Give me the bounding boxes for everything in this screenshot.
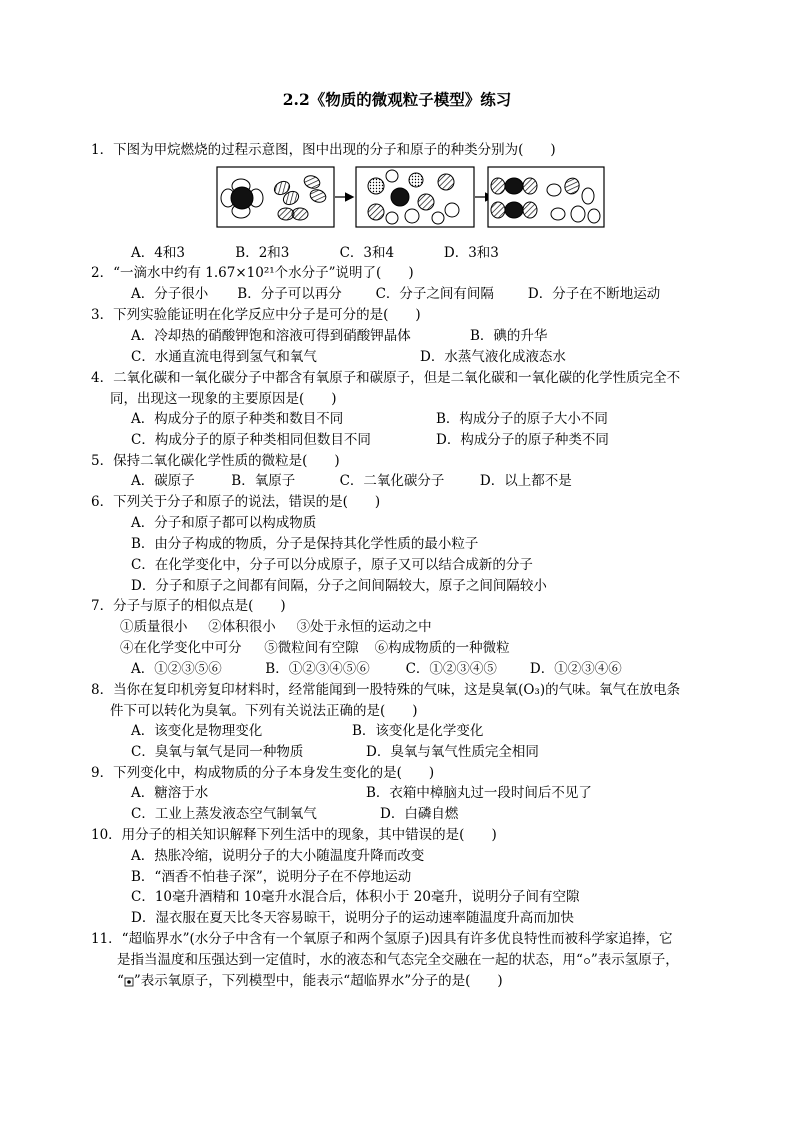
q1-option-c[interactable]: C．3和4 [339, 245, 395, 261]
products-box [488, 167, 604, 227]
q7-items-row-1 [120, 617, 432, 637]
q5-option-b[interactable]: B．氧原子 [231, 473, 296, 489]
q4-option-b[interactable]: B．构成分子的原子大小不同 [436, 411, 608, 427]
question-2-stem: 2．“一滴水中约有 1.67×10²¹个水分子”说明了( ) [91, 265, 414, 281]
q6-option-b[interactable]: B．由分子构成的物质，分子是保持其化学性质的最小粒子 [131, 536, 479, 552]
reactants-box [217, 167, 334, 227]
q3-option-c[interactable]: C．水通直流电得到氢气和氧气 [131, 349, 317, 365]
question-11-stem: 11．“超临界水”(水分子中含有一个氧原子和两个氢原子)因具有许多优良特性而被科学家追捧，它 [91, 931, 673, 947]
question-6-stem: 6．下列关于分子和原子的说法，错误的是( ) [91, 494, 381, 510]
question-11-stem-line-3 [117, 971, 503, 991]
question-2-options [131, 284, 660, 304]
q6-option-a[interactable]: A．分子和原子都可以构成物质 [131, 515, 317, 531]
q7-item-3: ③处于永恒的运动之中 [296, 619, 432, 635]
question-11-stem-line-2 [117, 950, 679, 970]
q3-option-b[interactable]: B．碘的升华 [470, 328, 548, 344]
question-5-stem: 5．保持二氧化碳化学性质的微粒是( ) [91, 453, 340, 469]
q6-option-d[interactable]: D．分子和原子之间都有间隔，分子之间间隔较大，原子之间间隔较小 [131, 578, 547, 594]
q7-item-5: ⑤微粒间有空隙 [264, 640, 359, 656]
intermediate-box [356, 167, 474, 227]
question-8-stem: 8．当你在复印机旁复印材料时，经常能闻到一股特殊的气味，这是臭氧(O₃)的气味。氧气在放电条 [91, 682, 681, 698]
q7-items-row-2 [120, 638, 510, 658]
q10-option-d[interactable]: D．湿衣服在夏天比冬天容易晾干，说明分子的运动速率随温度升高而加快 [131, 910, 574, 926]
q2-option-d[interactable]: D．分子在不断地运动 [527, 286, 661, 302]
q10-option-b[interactable]: B．“酒香不怕巷子深”，说明分子在不停地运动 [131, 869, 412, 885]
q3-option-d[interactable]: D．水蒸气液化成液态水 [420, 349, 566, 365]
methane-combustion-diagram [216, 166, 606, 230]
question-10-stem: 10．用分子的相关知识解释下列生活中的现象，其中错误的是( ) [91, 827, 497, 843]
q3-option-a[interactable]: A．冷却热的硝酸钾饱和溶液可得到硝酸钾晶体 [131, 328, 411, 344]
q5-option-d[interactable]: D．以上都不是 [479, 473, 572, 489]
q7-item-1: ①质量很小 [120, 619, 188, 635]
q1-option-b[interactable]: B．2和3 [235, 245, 290, 261]
q11-line3-part-b: ”表示氧原子，下列模型中，能表示“超临界水”分子的是( ) [133, 973, 503, 989]
q4-option-a[interactable]: A．构成分子的原子种类和数目不同 [131, 411, 344, 427]
oxygen-atom-icon [124, 977, 134, 987]
q11-line2-part-b: ”表示氢原子， [590, 952, 679, 968]
q2-option-a[interactable]: A．分子很小 [131, 286, 209, 302]
q5-option-a[interactable]: A．碳原子 [131, 473, 195, 489]
q2-option-c[interactable]: C．分子之间有间隔 [375, 286, 494, 302]
q9-option-b[interactable]: B．衣箱中樟脑丸过一段时间后不见了 [366, 785, 592, 801]
question-9-stem: 9．下列变化中，构成物质的分子本身发生变化的是( ) [91, 765, 435, 781]
q7-item-6: ⑥构成物质的一种微粒 [374, 640, 510, 656]
hydrogen-atom-icon [583, 957, 591, 965]
question-1-options [131, 243, 499, 263]
q10-option-a[interactable]: A．热胀冷缩，说明分子的大小随温度升降而改变 [131, 848, 425, 864]
question-7-options [131, 659, 622, 679]
q8-option-a[interactable]: A．该变化是物理变化 [131, 723, 263, 739]
q9-option-c[interactable]: C．工业上蒸发液态空气制氧气 [131, 806, 317, 822]
q11-line3-part-a: “ [117, 973, 124, 989]
q1-option-a[interactable]: A．4和3 [131, 245, 185, 261]
q1-option-d[interactable]: D．3和3 [443, 245, 499, 261]
q5-option-c[interactable]: C．二氧化碳分子 [339, 473, 445, 489]
page-title: 2.2《物质的微观粒子模型》练习 [282, 90, 512, 109]
q7-option-a[interactable]: A．①②③⑤⑥ [131, 661, 222, 677]
q7-option-c[interactable]: C．①②③④⑤ [405, 661, 497, 677]
q9-option-a[interactable]: A．糖溶于水 [131, 785, 209, 801]
q11-line2-part-a: 是指当温度和压强达到一定值时，水的液态和气态完全交融在一起的状态，用“ [117, 952, 583, 968]
q7-item-4: ④在化学变化中可分 [120, 640, 242, 656]
q8-option-c[interactable]: C．臭氧与氧气是同一种物质 [131, 744, 304, 760]
q2-option-b[interactable]: B．分子可以再分 [237, 286, 342, 302]
q7-item-2: ②体积很小 [208, 619, 276, 635]
q10-option-c[interactable]: C．10毫升酒精和 10毫升水混合后，体积小于 20毫升，说明分子间有空隙 [131, 889, 580, 905]
q9-option-d[interactable]: D．白磷自燃 [380, 806, 459, 822]
question-5-options [131, 471, 572, 491]
q8-option-d[interactable]: D．臭氧与氧气性质完全相同 [366, 744, 539, 760]
q4-option-c[interactable]: C．构成分子的原子种类相同但数目不同 [131, 432, 371, 448]
question-8-stem-cont: 件下可以转化为臭氧。下列有关说法正确的是( ) [110, 703, 418, 719]
q8-option-b[interactable]: B．该变化是化学变化 [352, 723, 484, 739]
q4-option-d[interactable]: D．构成分子的原子种类不同 [436, 432, 609, 448]
question-4-stem: 4．二氧化碳和一氧化碳分子中都含有氧原子和碳原子，但是二氧化碳和一氧化碳的化学性质完全不 [91, 370, 681, 386]
q7-option-d[interactable]: D．①②③④⑥ [529, 661, 622, 677]
question-3-stem: 3．下列实验能证明在化学反应中分子是可分的是( ) [91, 307, 421, 323]
question-1-stem: 1．下图为甲烷燃烧的过程示意图，图中出现的分子和原子的种类分别为( ) [91, 142, 556, 158]
question-4-stem-cont: 同，出现这一现象的主要原因是( ) [110, 391, 337, 407]
question-7-stem: 7．分子与原子的相似点是( ) [91, 598, 286, 614]
q6-option-c[interactable]: C．在化学变化中，分子可以分成原子，原子又可以结合成新的分子 [131, 557, 533, 573]
q7-option-b[interactable]: B．①②③④⑤⑥ [265, 661, 370, 677]
